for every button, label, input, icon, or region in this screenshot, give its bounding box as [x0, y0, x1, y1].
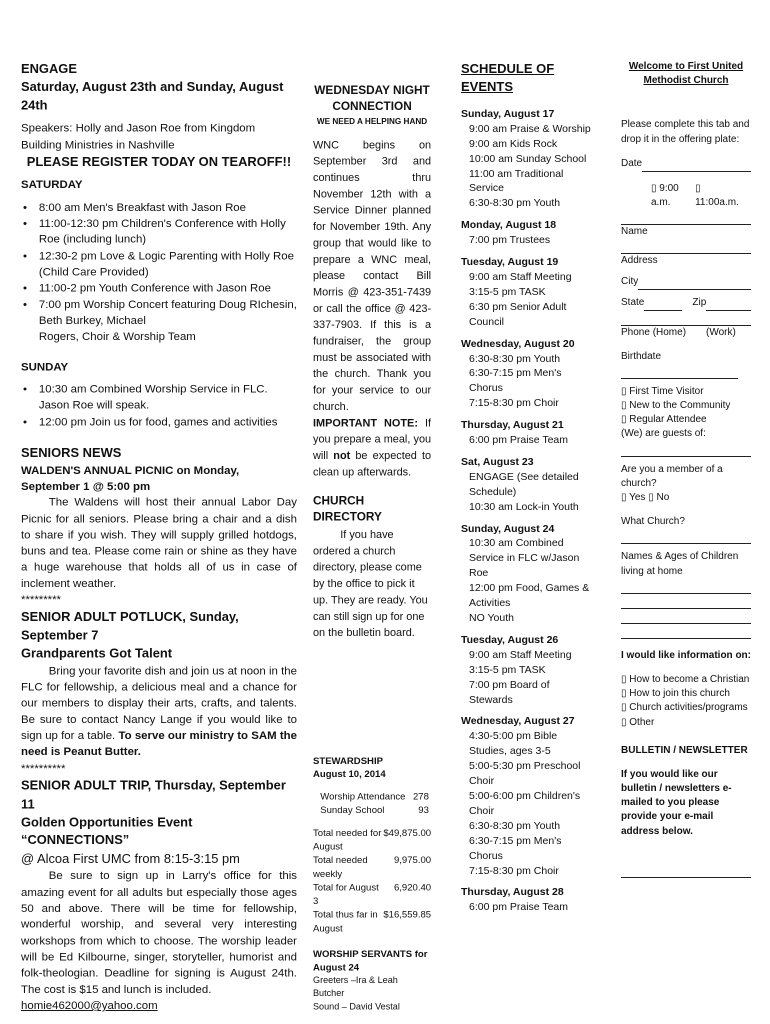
wnc-subtitle: WE NEED A HELPING HAND: [316, 116, 428, 126]
potluck-subtitle: Grandparents Got Talent: [21, 646, 173, 661]
schedule-item: ENGAGE (See detailed Schedule): [469, 470, 579, 498]
picnic-title: WALDEN'S ANNUAL PICNIC on Monday, September 1 @ 5:00 pm: [21, 464, 240, 493]
schedule-item: 6:30-7:15 pm Men's Chorus: [469, 367, 562, 395]
schedule-item: 3:15-5 pm TASK: [469, 285, 546, 298]
phone-home-label: Phone (Home): [621, 326, 687, 338]
schedule-item: 9:00 am Staff Meeting: [469, 648, 572, 661]
info-join-church[interactable]: ▯ How to join this church: [621, 687, 751, 701]
table-row: [313, 827, 431, 854]
blank-line[interactable]: [621, 210, 751, 225]
schedule-day: [461, 885, 591, 915]
welcome-title: Welcome to First United Methodist Church: [628, 61, 744, 87]
list-item: • 10:30 am Combined Worship Service in FLC. Jason Roe will speak.: [35, 382, 297, 414]
table-row: [320, 791, 429, 805]
list-item: • 12:30-2 pm Love & Logic Parenting with Holly Roe (Child Care Provided): [35, 248, 297, 280]
guests-of-field[interactable]: [621, 442, 751, 457]
what-church-field[interactable]: [621, 529, 751, 544]
saturday-continued: Rogers, Choir & Worship Team: [38, 331, 196, 344]
schedule-item: 6:30-8:30 pm Youth: [469, 197, 561, 210]
schedule-day-title: Tuesday, August 26: [461, 633, 559, 646]
column-wnc: [313, 82, 431, 1014]
schedule-item: 12:00 pm Food, Games & Activities: [469, 582, 590, 610]
address-label: Address: [621, 255, 658, 267]
schedule-item: 6:30-7:15 pm Men's Chorus: [469, 834, 562, 862]
schedule-item: 10:30 am Combined Service in FLC w/Jason Roe: [469, 537, 580, 580]
guests-of-label: (We) are guests of:: [621, 428, 706, 440]
schedule-item: 5:00-6:00 pm Children's Choir: [469, 789, 581, 817]
stat-value: $16,559.85: [383, 909, 432, 921]
schedule-item: 9:00 am Praise & Worship: [469, 122, 591, 135]
blank-line[interactable]: [621, 311, 751, 326]
saturday-list: [21, 200, 297, 330]
servants-title: WORSHIP SERVANTS for August 24: [313, 949, 428, 974]
trip-title: SENIOR ADULT TRIP, Thursday, September 11: [21, 777, 286, 812]
schedule-day-title: Sunday, August 17: [461, 107, 555, 120]
important-text-2: be expected to clean up afterwards.: [313, 448, 432, 478]
stat-label: Sunday School: [320, 805, 385, 817]
phone-labels: [621, 326, 751, 340]
service-option-11am[interactable]: ▯ 11:00a.m.: [695, 182, 741, 210]
schedule-day-title: Sunday, August 24: [461, 522, 555, 535]
schedule-title: SCHEDULE OF EVENTS: [461, 61, 555, 95]
what-church-label: What Church?: [621, 516, 685, 528]
list-item: • 7:00 pm Worship Concert featuring Doug RIchesin, Beth Burkey, Michael: [35, 297, 297, 329]
stat-label: Worship Attendance: [320, 791, 406, 803]
separator-stars: *********: [21, 594, 61, 607]
important-not: not: [333, 448, 351, 462]
children-field[interactable]: [621, 609, 751, 624]
potluck-need: To serve our ministry to SAM the need is Peanut Butter.: [21, 730, 297, 759]
visitor-new-to-community[interactable]: ▯ New to the Community: [621, 399, 751, 413]
trip-subtitle: Golden Opportunities Event “CONNECTIONS”: [21, 814, 193, 848]
stat-value: 278: [412, 791, 429, 803]
saturday-label: SATURDAY: [21, 179, 83, 192]
name-label: Name: [621, 226, 648, 238]
schedule-item: 6:00 pm Praise Team: [469, 434, 569, 447]
stat-label: Total needed for August: [313, 827, 382, 853]
table-row: [313, 908, 431, 935]
stat-label: Total for August 3: [313, 882, 379, 907]
column-engage: [21, 60, 297, 1014]
table-row: [313, 881, 431, 908]
member-yes[interactable]: ▯ Yes: [621, 492, 645, 503]
schedule-day: [461, 714, 591, 878]
table-row: [313, 854, 431, 881]
directory-body: If you have ordered a church directory, please come by the office to pick it up. They are ready. You can still sign up for one on the bulletin board.: [313, 527, 428, 639]
list-item: • 8:00 am Men's Breakfast with Jason Roe: [35, 200, 297, 216]
birthdate-label: Birthdate: [621, 350, 662, 362]
giving-table: [313, 827, 431, 935]
servant-item: Greeters –Ira & Leah Butcher: [313, 976, 398, 999]
wnc-title: WEDNESDAY NIGHT CONNECTION: [314, 82, 430, 114]
list-item: • 11:00-2 pm Youth Conference with Jason Roe: [35, 281, 297, 297]
schedule-item: 6:30-8:30 pm Youth: [469, 819, 561, 832]
schedule-day: [461, 255, 591, 330]
directory-title: CHURCH DIRECTORY: [313, 493, 382, 524]
stat-value: 9,975.00: [393, 855, 432, 866]
table-row: [320, 804, 429, 818]
info-title: I would like information on:: [621, 649, 751, 661]
schedule-day: [461, 337, 591, 412]
member-options: [621, 491, 751, 505]
card-instructions: Please complete this tab and drop it in the offering plate:: [621, 119, 750, 145]
speakers: Speakers: Holly and Jason Roe from Kingdom Building Ministries in Nashville: [21, 122, 256, 152]
schedule-list: [461, 107, 591, 915]
important-text-1: If you prepare a meal, you will: [313, 415, 432, 462]
schedule-day-title: Wednesday, August 27: [461, 715, 575, 728]
schedule-day: [461, 455, 591, 515]
service-options: [621, 182, 751, 210]
schedule-item: 11:00 am Traditional Service: [469, 167, 564, 195]
state-label: State: [621, 296, 645, 308]
trip-body: Be sure to sign up in Larry's office for this amazing event for all adults but especially those ages 50 and above. There will be time for fellowship, wonderful worship, and several very interesting workshops from which to choose. The worship leader will be Ed Kilbourne, singer, storyteller, humorist and folk-theologian. Deadline for signing is August 24th. The cost is $15 and lunch is included.: [21, 870, 297, 996]
city-field[interactable]: [621, 275, 751, 290]
schedule-day: [461, 107, 591, 211]
column-schedule: [461, 60, 591, 922]
schedule-item: 3:15-5 pm TASK: [469, 663, 546, 676]
schedule-day: [461, 218, 591, 248]
schedule-item: 4:30-5:00 pm Bible Studies, ages 3-5: [469, 730, 558, 758]
important-label: IMPORTANT NOTE:: [313, 415, 418, 429]
member-no[interactable]: ▯ No: [648, 492, 669, 503]
schedule-day-title: Monday, August 18: [461, 219, 557, 232]
info-activities[interactable]: ▯ Church activities/programs: [621, 701, 751, 715]
visitor-first-time[interactable]: ▯ First Time Visitor: [621, 385, 751, 399]
servant-item: Sound – David Vestal: [313, 1001, 400, 1012]
date-field[interactable]: [621, 157, 751, 172]
sunday-list: [21, 382, 297, 431]
schedule-item: NO Youth: [469, 612, 514, 624]
register-notice: PLEASE REGISTER TODAY ON TEAROFF!!: [26, 154, 292, 170]
schedule-day: [461, 418, 591, 448]
important-note: [313, 414, 431, 479]
schedule-day-title: Sat, August 23: [461, 455, 534, 468]
separator-stars: **********: [21, 762, 66, 775]
schedule-day: [461, 633, 591, 708]
engage-title: ENGAGE: [21, 60, 77, 76]
schedule-item: 10:00 am Sunday School: [469, 152, 587, 165]
children-field[interactable]: [621, 579, 751, 594]
schedule-item: 9:00 am Staff Meeting: [469, 270, 572, 283]
email-field[interactable]: [621, 863, 751, 878]
children-label: Names & Ages of Children living at home: [621, 551, 739, 577]
schedule-day-title: Wednesday, August 20: [461, 337, 575, 350]
potluck-text: Bring your favorite dish and join us at noon in the FLC for fellowship, a delicious meal and a chance for our members to display their arts, crafts, and talents. Be sure to contact Nancy Lange if you would like to sign up for a table.: [21, 665, 297, 743]
bulletin-title: BULLETIN / NEWSLETTER: [621, 744, 748, 756]
list-item: • 12:00 pm Join us for food, games and activities: [35, 414, 297, 430]
trip-location: @ Alcoa First UMC from 8:15-3:15 pm: [21, 851, 240, 867]
schedule-item: 9:00 am Kids Rock: [469, 137, 558, 150]
seniors-title: SENIORS NEWS: [21, 445, 122, 461]
schedule-item: 7:00 pm Board of Stewards: [469, 678, 550, 706]
potluck-body: [21, 663, 297, 760]
visitor-regular[interactable]: ▯ Regular Attendee: [621, 413, 751, 427]
stat-value: 93: [418, 805, 429, 817]
schedule-item: 7:15-8:30 pm Choir: [469, 397, 559, 410]
name-field[interactable]: [621, 239, 751, 254]
picnic-body: The Waldens will host their annual Labor Day Picnic for all seniors. Please bring a chair and a dish to share if you wish. They will supply grilled hotdogs, buns and tea. Please come rain or shine as they have a huge warehouse that holds all of us in case of inclement weather.: [21, 496, 297, 590]
info-other[interactable]: ▯ Other: [621, 716, 751, 730]
schedule-day: [461, 522, 591, 626]
wnc-body: WNC begins on September 3rd and continues thru November 12th with a Service Dinner planned for November 19th. Any group that would like to prepare a WNC meal, please contact Bill Morris @ 423-351-7439 or call the office @ 423-337-7903. If this is a fundraiser, the group must be associated with the church. Thank you for your service to our church.: [313, 138, 432, 413]
stat-value: 6,920.40: [393, 882, 432, 894]
stat-value: $49,875.00: [383, 827, 432, 839]
schedule-item: 7:00 pm Trustees: [469, 234, 551, 247]
sunday-label: SUNDAY: [21, 361, 69, 374]
children-field[interactable]: [621, 624, 751, 639]
state-zip-field[interactable]: [621, 296, 751, 311]
schedule-day-title: Thursday, August 21: [461, 419, 564, 432]
city-label: City: [621, 275, 639, 287]
birthdate-field[interactable]: [621, 364, 738, 379]
column-visitor-card: [621, 60, 751, 878]
stewardship-title: STEWARDSHIP: [313, 755, 383, 767]
schedule-item: 6:30-8:30 pm Youth: [469, 352, 561, 365]
stat-label: Total needed weekly: [313, 855, 368, 880]
children-field[interactable]: [621, 594, 751, 609]
info-become-christian[interactable]: ▯ How to become a Christian: [621, 673, 751, 687]
date-label: Date: [621, 157, 643, 169]
member-question: Are you a member of a church?: [621, 463, 723, 489]
zip-label: Zip: [692, 296, 707, 308]
schedule-item: 10:30 am Lock-in Youth: [469, 500, 579, 513]
schedule-item: 6:30 pm Senior Adult Council: [469, 300, 567, 328]
schedule-item: 5:00-5:30 pm Preschool Choir: [469, 760, 581, 788]
schedule-day-title: Thursday, August 28: [461, 886, 564, 899]
potluck-title: SENIOR ADULT POTLUCK, Sunday, September 7: [21, 609, 239, 643]
phone-work-label: (Work): [706, 326, 736, 338]
schedule-day-title: Tuesday, August 19: [461, 256, 559, 269]
list-item: • 11:00-12:30 pm Children's Conference with Holly Roe (including lunch): [35, 216, 297, 248]
stat-label: Total thus far in August: [313, 909, 378, 934]
schedule-item: 6:00 pm Praise Team: [469, 901, 569, 914]
engage-date: Saturday, August 23th and Sunday, August 24th: [21, 79, 284, 113]
attendance-table: [320, 791, 429, 818]
service-option-9am[interactable]: ▯ 9:00 a.m.: [651, 182, 695, 210]
email-link[interactable]: homie462000@yahoo.com: [21, 1000, 158, 1013]
bulletin-body: If you would like our bulletin / newsletters e-mailed to you please provide your e-mail address below.: [621, 768, 732, 837]
schedule-item: 7:15-8:30 pm Choir: [469, 864, 559, 877]
stewardship-date: August 10, 2014: [313, 769, 386, 781]
